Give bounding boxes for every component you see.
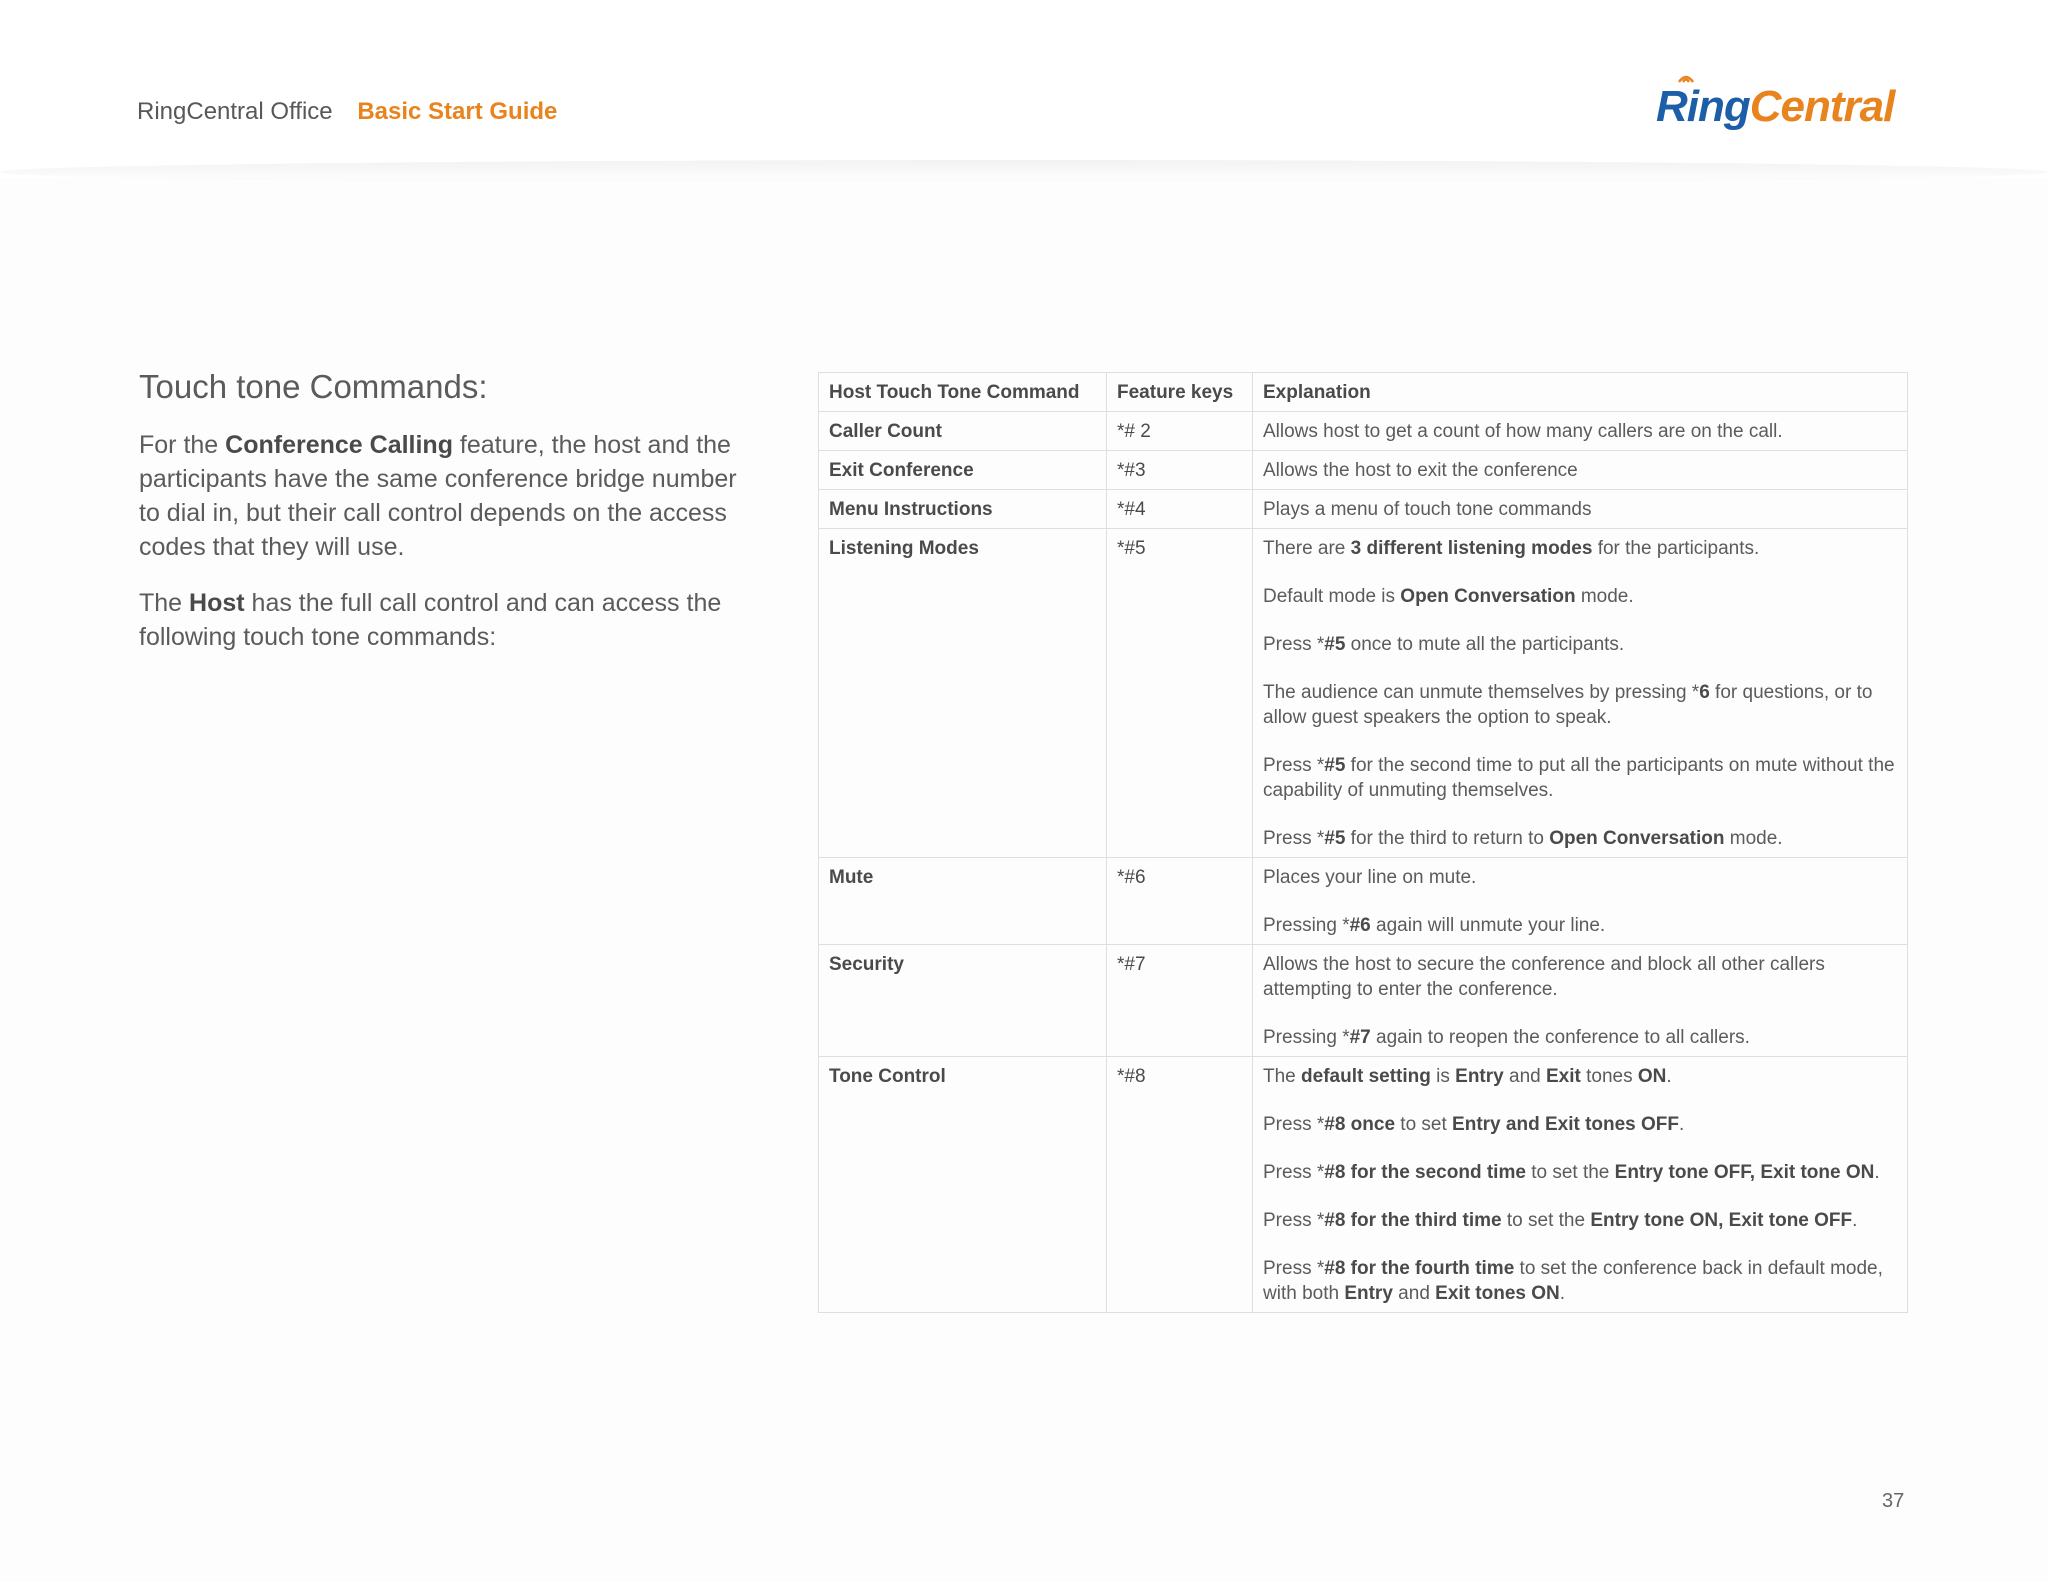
text-bold: 3 different listening modes	[1350, 538, 1593, 559]
text-run: mode.	[1575, 586, 1634, 607]
text-run: Press *	[1263, 1210, 1325, 1231]
command-cell: Exit Conference	[819, 451, 1107, 490]
text-run: The	[1263, 1066, 1302, 1087]
feature-key-cell: *#6	[1107, 858, 1253, 945]
table-header-row	[819, 373, 1908, 412]
text-run: for the second time to put all the participants on mute without the capability of unmuting themselves.	[1263, 755, 1895, 801]
text-bold: #8 for the third time	[1324, 1210, 1502, 1231]
text-bold: #6	[1349, 915, 1371, 936]
text-run: for the participants.	[1592, 538, 1760, 559]
explanation-paragraph	[1263, 632, 1897, 657]
text-run: For the	[139, 431, 226, 459]
text-run: again will unmute your line.	[1370, 915, 1606, 936]
text-bold: #5	[1324, 828, 1346, 849]
command-cell: Security	[819, 945, 1107, 1057]
text-run: Default mode is	[1263, 586, 1401, 607]
text-run: Places your line on mute.	[1263, 867, 1477, 888]
text-bold: Entry	[1344, 1283, 1393, 1304]
text-bold: Conference Calling	[225, 431, 453, 459]
table-row	[819, 490, 1908, 529]
intro-paragraph-1	[139, 428, 759, 564]
text-bold: #5	[1324, 755, 1346, 776]
header-shadow	[0, 160, 2048, 184]
text-run: has the full call control and can access the following touch tone commands:	[139, 589, 722, 651]
explanation-paragraph	[1263, 458, 1897, 483]
section-heading: Touch tone Commands:	[139, 368, 488, 405]
text-run: Press *	[1263, 755, 1325, 776]
intro-paragraph-2	[139, 586, 759, 654]
table-row	[819, 945, 1908, 1057]
text-run: The	[139, 589, 190, 617]
text-bold: #5	[1324, 634, 1346, 655]
text-bold: Exit tones ON	[1435, 1283, 1560, 1304]
text-run: for questions, or to allow guest speakers the option to speak.	[1263, 682, 1873, 728]
explanation-paragraph	[1263, 584, 1897, 609]
feature-key-cell: *#3	[1107, 451, 1253, 490]
explanation-paragraph	[1263, 1256, 1897, 1306]
table-row	[819, 529, 1908, 858]
text-run: .	[1679, 1114, 1685, 1135]
text-run: Allows the host to exit the conference	[1263, 460, 1578, 481]
text-run: .	[1559, 1283, 1566, 1304]
explanation-paragraph	[1263, 865, 1897, 890]
text-run: to set	[1395, 1114, 1453, 1135]
explanation-paragraph	[1263, 826, 1897, 851]
explanation-paragraph	[1263, 1160, 1897, 1185]
explanation-paragraph	[1263, 913, 1897, 938]
text-bold: 6	[1699, 682, 1710, 703]
text-run: .	[1874, 1162, 1880, 1183]
text-bold: Host	[189, 589, 245, 617]
text-bold: Entry	[1455, 1066, 1504, 1087]
feature-key-cell: *#5	[1107, 529, 1253, 858]
text-run: Press *	[1263, 1114, 1325, 1135]
text-run: for the third to return to	[1345, 828, 1550, 849]
page-number: 37	[1882, 1490, 1905, 1512]
text-run: Pressing *	[1263, 1027, 1350, 1048]
text-run: and	[1392, 1283, 1436, 1304]
text-run: and	[1503, 1066, 1546, 1087]
text-bold: Exit	[1546, 1066, 1581, 1087]
text-bold: #8 for the fourth time	[1324, 1258, 1515, 1279]
text-bold: Entry and Exit tones OFF	[1452, 1114, 1680, 1135]
explanation-paragraph	[1263, 1064, 1897, 1089]
explanation-paragraph	[1263, 1112, 1897, 1137]
feature-key-cell: *#7	[1107, 945, 1253, 1057]
command-cell: Caller Count	[819, 412, 1107, 451]
table-row	[819, 451, 1908, 490]
table-row	[819, 1057, 1908, 1313]
text-bold: #8 once	[1324, 1114, 1396, 1135]
text-run: again to reopen the conference to all callers.	[1370, 1027, 1750, 1048]
column-header: Host Touch Tone Command	[819, 373, 1107, 412]
product-name: RingCentral Office	[137, 98, 333, 125]
text-run: Press *	[1263, 828, 1325, 849]
explanation-cell	[1253, 490, 1908, 529]
text-run: once to mute all the participants.	[1345, 634, 1625, 655]
text-run: Allows host to get a count of how many callers are on the call.	[1263, 421, 1783, 442]
text-bold: #8 for the second time	[1324, 1162, 1526, 1183]
text-bold: ON	[1637, 1066, 1667, 1087]
text-bold: Open Conversation	[1400, 586, 1576, 607]
command-cell: Mute	[819, 858, 1107, 945]
page-header	[0, 0, 2048, 178]
table-row	[819, 412, 1908, 451]
text-run: feature, the host and the participants have the same conference bridge number to dial in, but their call control depends on the access codes that they will use.	[139, 431, 737, 561]
command-cell: Tone Control	[819, 1057, 1107, 1313]
text-run: .	[1852, 1210, 1858, 1231]
explanation-paragraph	[1263, 1025, 1897, 1050]
text-run: Allows the host to secure the conference and block all other callers attempting to enter the conference.	[1263, 954, 1825, 1000]
text-bold: default setting	[1301, 1066, 1431, 1087]
logo-ring: Ring	[1656, 82, 1750, 131]
text-run: Plays a menu of touch tone commands	[1263, 499, 1592, 520]
explanation-paragraph	[1263, 536, 1897, 561]
text-run: The audience can unmute themselves by pressing *	[1263, 682, 1700, 703]
column-header: Feature keys	[1107, 373, 1253, 412]
text-run: to set the conference back in default mode, with both	[1263, 1258, 1883, 1304]
feature-key-cell: *# 2	[1107, 412, 1253, 451]
touch-tone-table	[818, 372, 1908, 1313]
signal-icon	[1676, 70, 1696, 84]
table-row	[819, 858, 1908, 945]
text-run: to set the	[1501, 1210, 1591, 1231]
text-run: There are	[1263, 538, 1351, 559]
text-run: Press *	[1263, 1258, 1325, 1279]
document-title	[137, 98, 557, 126]
text-bold: Open Conversation	[1549, 828, 1725, 849]
text-run: Pressing *	[1263, 915, 1350, 936]
text-run: to set the	[1525, 1162, 1615, 1183]
explanation-paragraph	[1263, 1208, 1897, 1233]
explanation-cell	[1253, 858, 1908, 945]
intro-text	[139, 428, 759, 676]
explanation-cell	[1253, 1057, 1908, 1313]
text-run: .	[1666, 1066, 1672, 1087]
text-run: is	[1430, 1066, 1456, 1087]
logo-central: Central	[1749, 82, 1895, 131]
text-run: Press *	[1263, 1162, 1325, 1183]
feature-key-cell: *#4	[1107, 490, 1253, 529]
text-bold: #7	[1349, 1027, 1371, 1048]
text-run: Press *	[1263, 634, 1325, 655]
guide-name: Basic Start Guide	[357, 98, 558, 125]
explanation-paragraph	[1263, 952, 1897, 1002]
explanation-cell	[1253, 529, 1908, 858]
text-bold: Entry tone OFF, Exit tone ON	[1614, 1162, 1875, 1183]
explanation-paragraph	[1263, 497, 1897, 522]
feature-key-cell: *#8	[1107, 1057, 1253, 1313]
column-header: Explanation	[1253, 373, 1908, 412]
command-cell: Menu Instructions	[819, 490, 1107, 529]
explanation-paragraph	[1263, 753, 1897, 803]
text-run: tones	[1580, 1066, 1638, 1087]
explanation-cell	[1253, 412, 1908, 451]
text-run: mode.	[1724, 828, 1783, 849]
ringcentral-logo	[1656, 82, 1894, 132]
explanation-paragraph	[1263, 419, 1897, 444]
explanation-cell	[1253, 451, 1908, 490]
table-body	[819, 412, 1908, 1313]
explanation-cell	[1253, 945, 1908, 1057]
text-bold: Entry tone ON, Exit tone OFF	[1590, 1210, 1853, 1231]
command-cell: Listening Modes	[819, 529, 1107, 858]
explanation-paragraph	[1263, 680, 1897, 730]
